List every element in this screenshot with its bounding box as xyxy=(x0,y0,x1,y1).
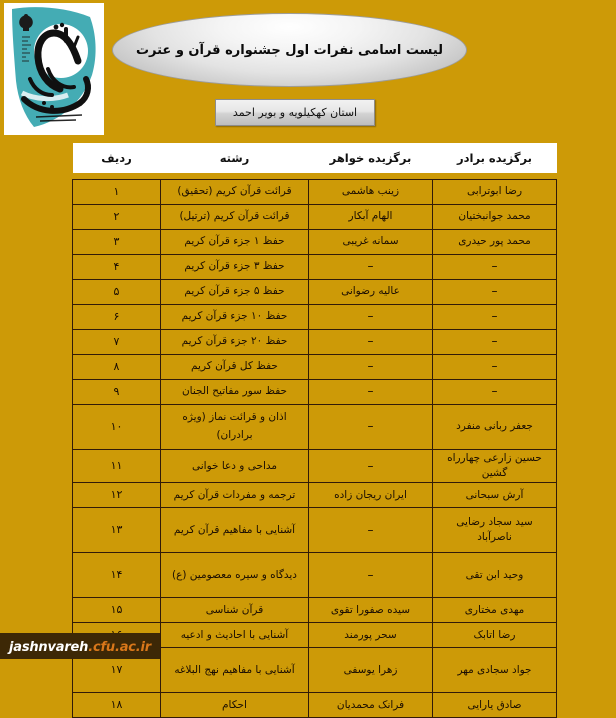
cell-row: ۳ xyxy=(73,230,161,255)
cell-brother: سید سجاد رضایی ناصرآباد xyxy=(433,508,557,553)
table-row xyxy=(73,405,557,450)
table-header-row xyxy=(73,143,557,173)
table-row xyxy=(73,693,557,718)
cell-row: ۱۵ xyxy=(73,598,161,623)
results-table-wrap xyxy=(73,143,557,718)
cell-brother: – xyxy=(433,280,557,305)
table-row xyxy=(73,355,557,380)
table-row xyxy=(73,380,557,405)
column-header-brother: برگزیده برادر xyxy=(433,143,557,173)
cell-row: ۱۷ xyxy=(73,648,161,693)
column-header-row: ردیف xyxy=(73,143,161,173)
table-row xyxy=(73,598,557,623)
table-row xyxy=(73,483,557,508)
cell-field: ترجمه و مفردات قرآن کریم xyxy=(161,483,309,508)
cell-row: ۵ xyxy=(73,280,161,305)
cell-field: مداحی و دعا خوانی xyxy=(161,450,309,483)
cell-sister: ایران ریجان زاده xyxy=(309,483,433,508)
cell-row: ۴ xyxy=(73,255,161,280)
cell-row: ۷ xyxy=(73,330,161,355)
cell-field: دیدگاه و سیره معصومین (ع) xyxy=(161,553,309,598)
cell-brother: – xyxy=(433,330,557,355)
cell-sister: – xyxy=(309,553,433,598)
page-title: لیست اسامی نفرات اول جشنواره قرآن و عترت xyxy=(135,42,444,58)
cell-sister: سمانه غریبی xyxy=(309,230,433,255)
province-badge xyxy=(215,99,375,126)
cell-field: آشنایی با احادیث و ادعیه xyxy=(161,623,309,648)
cell-field: احکام xyxy=(161,693,309,718)
cell-field: قرائت قرآن کریم (تحقیق) xyxy=(161,180,309,205)
site-url-tld: .cfu.ac.ir xyxy=(88,640,151,655)
column-header-sister: برگزیده خواهر xyxy=(309,143,433,173)
cell-sister: سیده صفورا تقوی xyxy=(309,598,433,623)
site-url-badge[interactable] xyxy=(0,633,160,659)
table-row xyxy=(73,450,557,483)
cell-field: قرآن شناسی xyxy=(161,598,309,623)
cell-field: حفظ سور مفاتیح الجنان xyxy=(161,380,309,405)
cell-sister: الهام آبکار xyxy=(309,205,433,230)
cell-sister: زینب هاشمی xyxy=(309,180,433,205)
cell-brother: رضا ابوترابی xyxy=(433,180,557,205)
cell-sister: زهرا یوسفی xyxy=(309,648,433,693)
cell-field: حفظ ۲۰ جزء قرآن کریم xyxy=(161,330,309,355)
cell-row: ۱۴ xyxy=(73,553,161,598)
cell-row: ۲ xyxy=(73,205,161,230)
cell-sister: – xyxy=(309,255,433,280)
cell-field: حفظ ۳ جزء قرآن کریم xyxy=(161,255,309,280)
cell-row: ۹ xyxy=(73,380,161,405)
cell-row: ۶ xyxy=(73,305,161,330)
cell-brother: – xyxy=(433,305,557,330)
cell-brother: – xyxy=(433,355,557,380)
cell-row: ۱۱ xyxy=(73,450,161,483)
cell-row: ۱ xyxy=(73,180,161,205)
cell-sister: سحر پورمند xyxy=(309,623,433,648)
cell-row: ۱۸ xyxy=(73,693,161,718)
cell-sister: – xyxy=(309,508,433,553)
table-header xyxy=(73,143,557,180)
cell-sister: – xyxy=(309,305,433,330)
column-header-field: رشته xyxy=(161,143,309,173)
results-table xyxy=(72,143,557,718)
cell-sister: – xyxy=(309,330,433,355)
cell-field: آشنایی با مفاهیم قرآن کریم xyxy=(161,508,309,553)
cell-sister: – xyxy=(309,380,433,405)
table-row xyxy=(73,280,557,305)
cell-sister: فرانک محمدیان xyxy=(309,693,433,718)
site-url-main: jashnvareh xyxy=(9,640,89,655)
festival-logo xyxy=(4,3,104,135)
cell-brother: محمد جوانبختیان xyxy=(433,205,557,230)
cell-field: حفظ ۵ جزء قرآن کریم xyxy=(161,280,309,305)
cell-sister: – xyxy=(309,405,433,450)
table-row xyxy=(73,230,557,255)
table-row xyxy=(73,508,557,553)
cell-brother: – xyxy=(433,380,557,405)
table-row xyxy=(73,330,557,355)
table-row xyxy=(73,553,557,598)
cell-brother: محمد پور حیدری xyxy=(433,230,557,255)
cell-row: ۱۰ xyxy=(73,405,161,450)
cell-sister: – xyxy=(309,355,433,380)
cell-brother: مهدی مختاری xyxy=(433,598,557,623)
page-title-banner xyxy=(112,13,467,87)
cell-field: حفظ ۱۰ جزء قرآن کریم xyxy=(161,305,309,330)
table-row xyxy=(73,180,557,205)
table-row xyxy=(73,205,557,230)
province-label: استان کهکیلویه و بویر احمد xyxy=(232,106,358,119)
cell-field: آشنایی با مفاهیم نهج البلاغه xyxy=(161,648,309,693)
cell-field: حفظ ۱ جزء قرآن کریم xyxy=(161,230,309,255)
table-row xyxy=(73,255,557,280)
cell-row: ۸ xyxy=(73,355,161,380)
cell-field: قرائت قرآن کریم (ترتیل) xyxy=(161,205,309,230)
cell-row: ۱۳ xyxy=(73,508,161,553)
cell-brother: رضا اتابک xyxy=(433,623,557,648)
cell-field: حفظ کل قرآن کریم xyxy=(161,355,309,380)
page-header xyxy=(0,0,616,140)
cell-brother: – xyxy=(433,255,557,280)
cell-sister: – xyxy=(309,450,433,483)
jashnvareh-calligraphy-logo-icon xyxy=(4,3,104,135)
cell-brother: صادق یارایی xyxy=(433,693,557,718)
cell-brother: جواد سجادی مهر xyxy=(433,648,557,693)
cell-brother: وحید ابن تقی xyxy=(433,553,557,598)
cell-brother: جعفر ربانی منفرد xyxy=(433,405,557,450)
cell-brother: حسین زارعی چهارراه گشین xyxy=(433,450,557,483)
cell-row: ۱۲ xyxy=(73,483,161,508)
cell-sister: عالیه رضوانی xyxy=(309,280,433,305)
cell-field: اذان و قرائت نماز (ویژه برادران) xyxy=(161,405,309,450)
table-row xyxy=(73,305,557,330)
cell-brother: آرش سبحانی xyxy=(433,483,557,508)
